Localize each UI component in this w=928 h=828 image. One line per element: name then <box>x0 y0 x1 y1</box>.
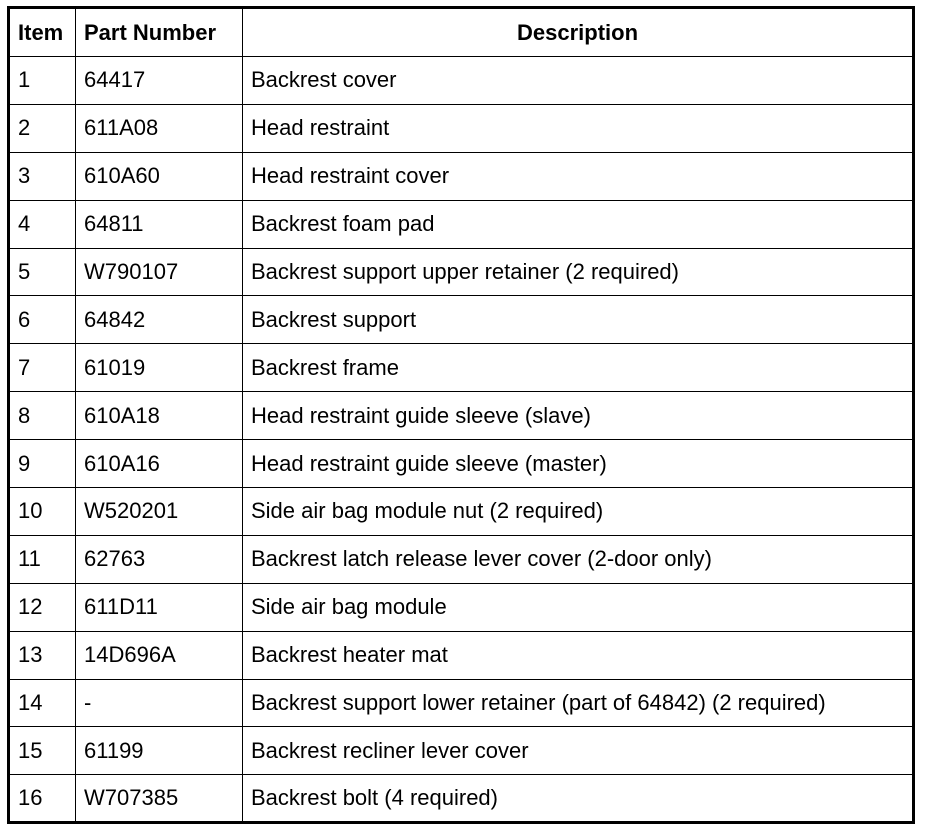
cell-item: 12 <box>9 583 76 631</box>
table-row <box>9 583 914 631</box>
cell-part-number: 610A16 <box>76 440 243 488</box>
cell-part-number: 64842 <box>76 296 243 344</box>
cell-description: Backrest bolt (4 required) <box>243 775 914 823</box>
cell-item: 9 <box>9 440 76 488</box>
cell-description: Backrest support upper retainer (2 required) <box>243 248 914 296</box>
cell-part-number: 610A60 <box>76 152 243 200</box>
table-row <box>9 152 914 200</box>
cell-item: 3 <box>9 152 76 200</box>
table-row <box>9 392 914 440</box>
table-header <box>9 8 914 57</box>
cell-description: Backrest heater mat <box>243 631 914 679</box>
cell-description: Backrest support <box>243 296 914 344</box>
table-row <box>9 104 914 152</box>
header-row <box>9 8 914 57</box>
header-item: Item <box>9 8 76 57</box>
cell-description: Side air bag module nut (2 required) <box>243 488 914 536</box>
cell-item: 15 <box>9 727 76 775</box>
table-body <box>9 57 914 823</box>
cell-part-number: 61019 <box>76 344 243 392</box>
cell-item: 6 <box>9 296 76 344</box>
cell-item: 10 <box>9 488 76 536</box>
table-row <box>9 296 914 344</box>
cell-description: Side air bag module <box>243 583 914 631</box>
table-row <box>9 535 914 583</box>
cell-item: 2 <box>9 104 76 152</box>
table-row <box>9 727 914 775</box>
cell-part-number: W520201 <box>76 488 243 536</box>
cell-description: Head restraint guide sleeve (slave) <box>243 392 914 440</box>
cell-item: 1 <box>9 57 76 105</box>
table-row <box>9 248 914 296</box>
cell-part-number: - <box>76 679 243 727</box>
cell-item: 13 <box>9 631 76 679</box>
cell-description: Backrest latch release lever cover (2-door only) <box>243 535 914 583</box>
table-row <box>9 679 914 727</box>
cell-part-number: 62763 <box>76 535 243 583</box>
parts-table <box>7 6 915 824</box>
table-row <box>9 440 914 488</box>
cell-part-number: 14D696A <box>76 631 243 679</box>
cell-part-number: 611D11 <box>76 583 243 631</box>
cell-description: Head restraint cover <box>243 152 914 200</box>
cell-description: Backrest support lower retainer (part of 64842) (2 required) <box>243 679 914 727</box>
cell-part-number: 64417 <box>76 57 243 105</box>
cell-item: 14 <box>9 679 76 727</box>
table-row <box>9 631 914 679</box>
cell-item: 7 <box>9 344 76 392</box>
cell-part-number: W707385 <box>76 775 243 823</box>
cell-description: Head restraint guide sleeve (master) <box>243 440 914 488</box>
header-description: Description <box>243 8 914 57</box>
cell-description: Backrest frame <box>243 344 914 392</box>
cell-item: 11 <box>9 535 76 583</box>
cell-item: 4 <box>9 200 76 248</box>
cell-part-number: 61199 <box>76 727 243 775</box>
table-row <box>9 200 914 248</box>
cell-description: Backrest cover <box>243 57 914 105</box>
cell-description: Head restraint <box>243 104 914 152</box>
table-row <box>9 775 914 823</box>
cell-description: Backrest recliner lever cover <box>243 727 914 775</box>
cell-part-number: 611A08 <box>76 104 243 152</box>
cell-item: 16 <box>9 775 76 823</box>
cell-description: Backrest foam pad <box>243 200 914 248</box>
header-part-number: Part Number <box>76 8 243 57</box>
cell-part-number: W790107 <box>76 248 243 296</box>
cell-part-number: 610A18 <box>76 392 243 440</box>
table-row <box>9 57 914 105</box>
cell-item: 8 <box>9 392 76 440</box>
cell-part-number: 64811 <box>76 200 243 248</box>
table-row <box>9 488 914 536</box>
table-row <box>9 344 914 392</box>
cell-item: 5 <box>9 248 76 296</box>
